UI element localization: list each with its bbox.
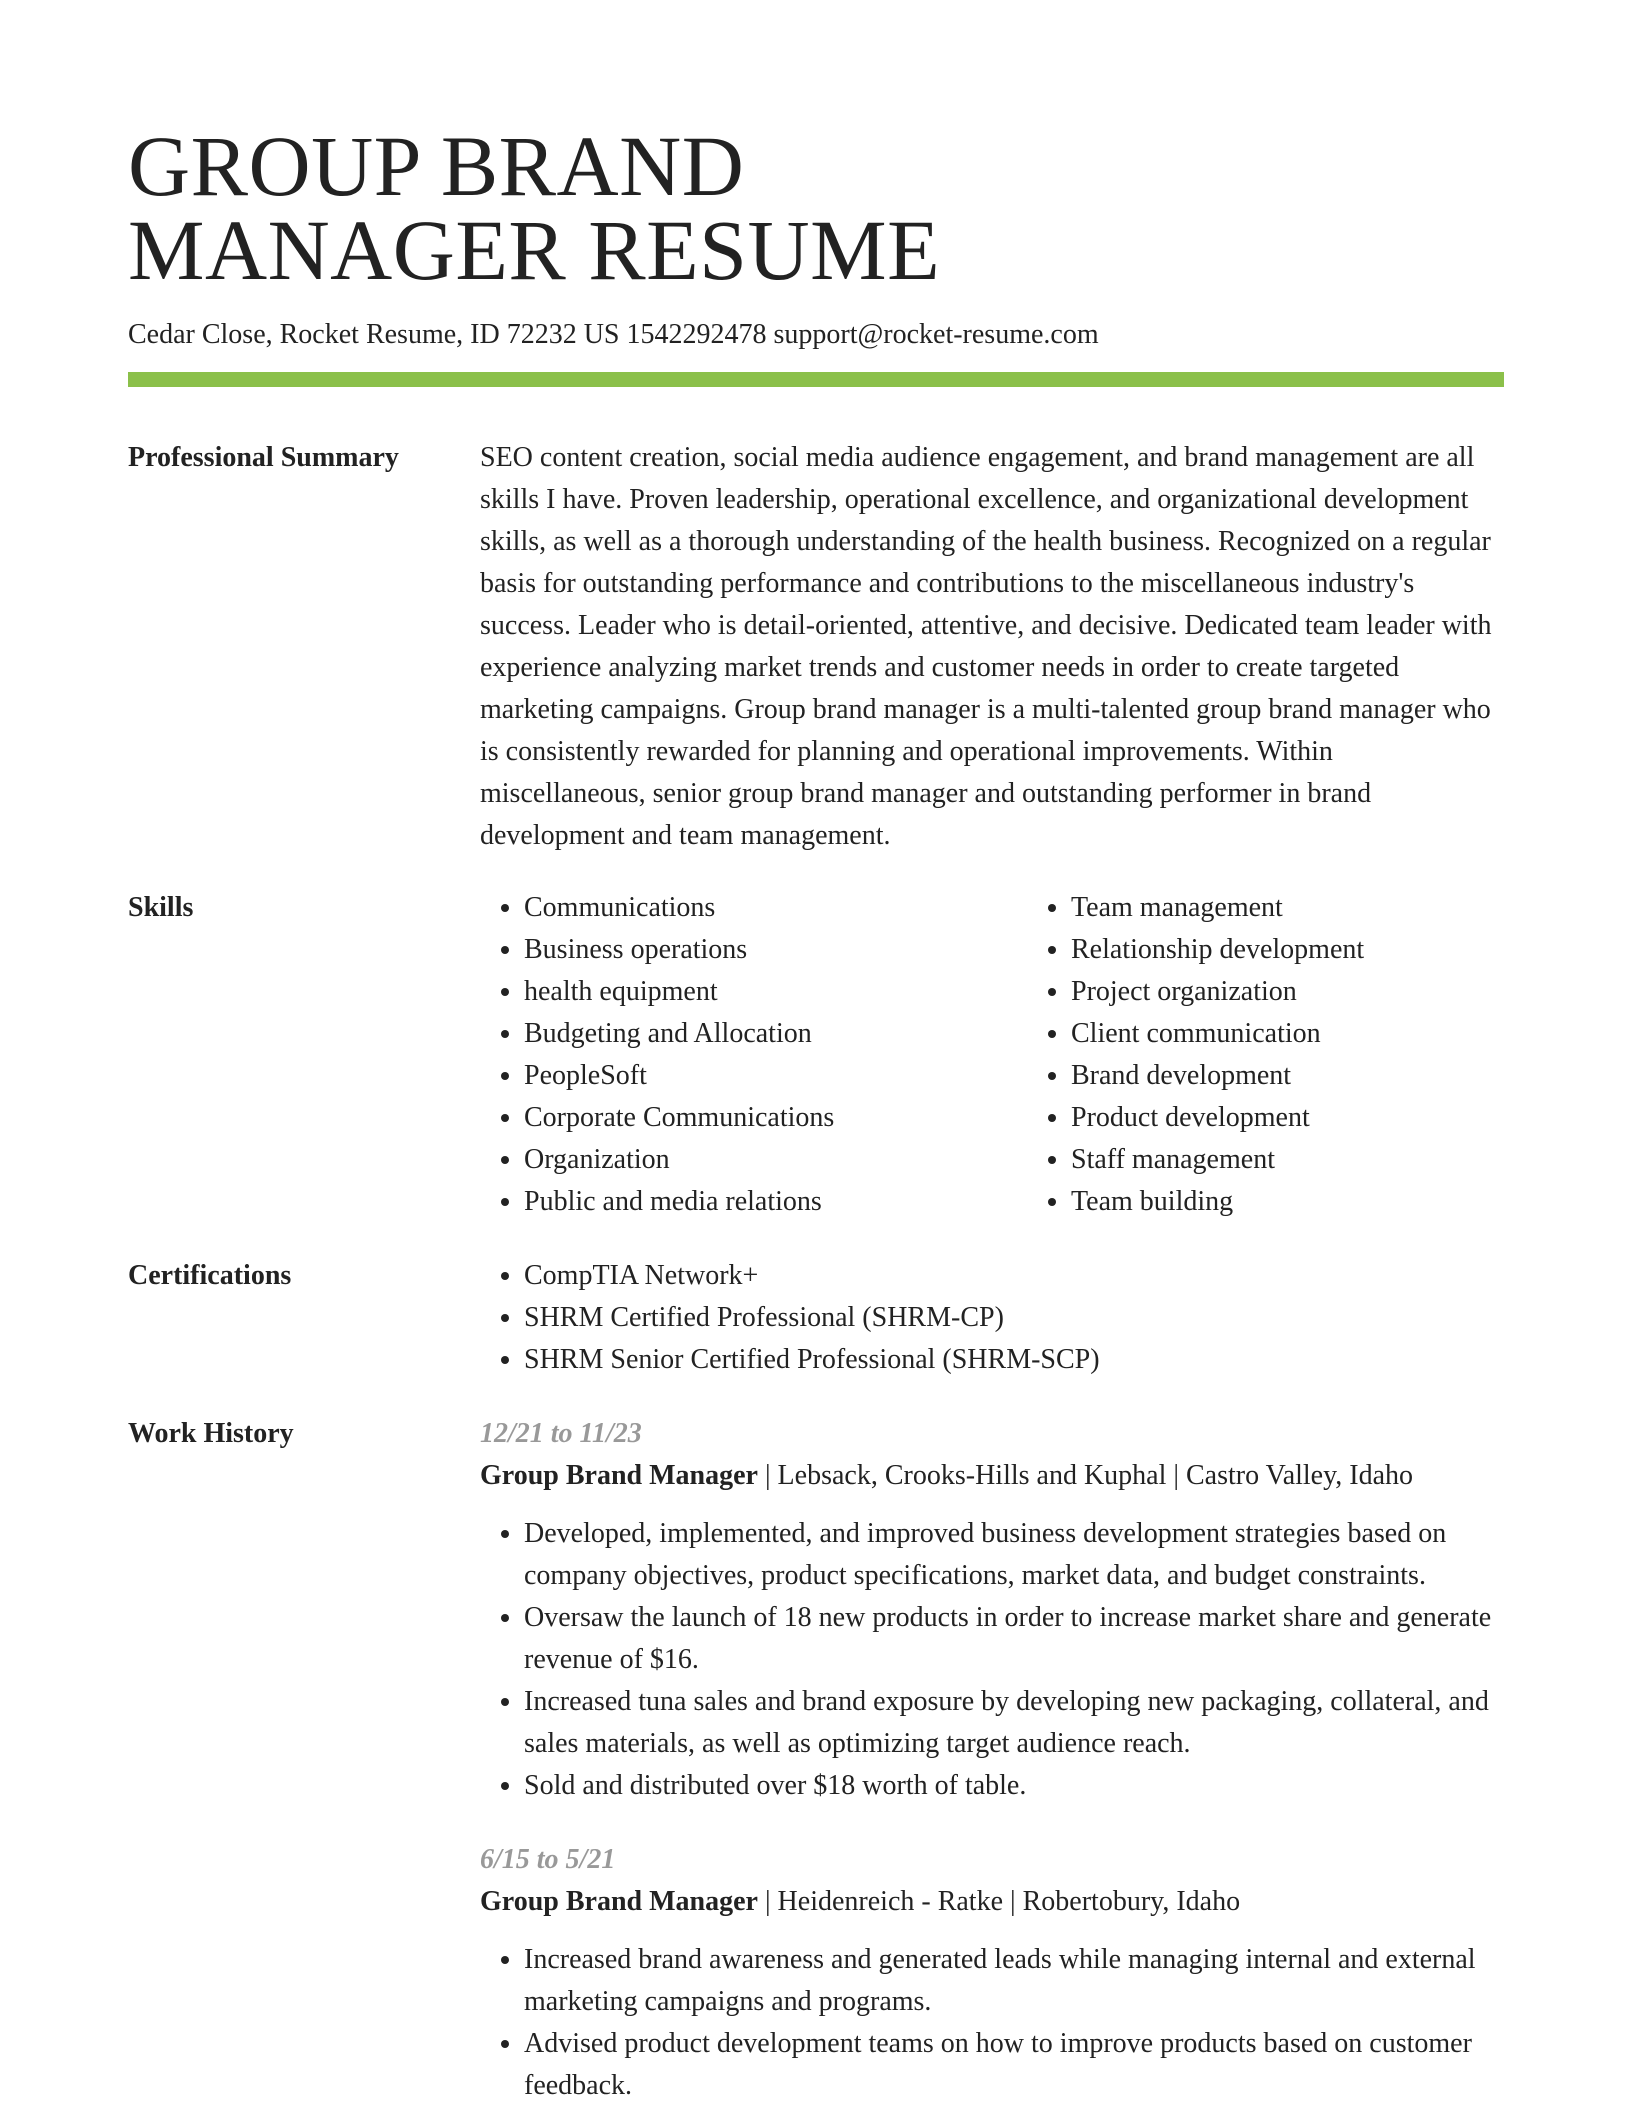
skills-list-left bbox=[480, 887, 1027, 1223]
skill-item: • Project organization bbox=[1071, 971, 1574, 1013]
certifications-list bbox=[480, 1255, 1504, 1381]
job-details: | Heidenreich - Ratke | Robertobury, Idaho bbox=[757, 1886, 1241, 1917]
accent-divider bbox=[128, 372, 1504, 387]
skill-item: • Business operations bbox=[524, 929, 1027, 971]
job-entry bbox=[480, 1413, 1504, 1807]
section-body bbox=[480, 1255, 1504, 1381]
job-heading bbox=[480, 1455, 1504, 1497]
skill-item: • Communications bbox=[524, 887, 1027, 929]
skill-item: • Corporate Communications bbox=[524, 1097, 1027, 1139]
job-bullet-list bbox=[480, 1513, 1504, 1807]
job-bullet: • Advised product development teams on how to improve products based on customer feedback. bbox=[524, 2023, 1504, 2107]
certification-item: • CompTIA Network+ bbox=[524, 1255, 1504, 1297]
section-body bbox=[480, 1413, 1504, 2107]
job-bullet: • Increased brand awareness and generated leads while managing internal and external marketing campaigns and programs. bbox=[524, 1939, 1504, 2023]
skills-columns bbox=[480, 887, 1574, 1223]
job-bullet: • Increased tuna sales and brand exposure by developing new packaging, collateral, and sales materials, as well as optimizing target audience reach. bbox=[524, 1681, 1504, 1765]
skill-item: • Budgeting and Allocation bbox=[524, 1013, 1027, 1055]
skill-item: • Organization bbox=[524, 1139, 1027, 1181]
certification-item: • SHRM Senior Certified Professional (SHRM-SCP) bbox=[524, 1339, 1504, 1381]
section-label: Work History bbox=[128, 1418, 294, 1449]
title-line-1: GROUP BRAND bbox=[128, 118, 745, 214]
skill-item: • PeopleSoft bbox=[524, 1055, 1027, 1097]
skill-item: • Brand development bbox=[1071, 1055, 1574, 1097]
skills-list-right bbox=[1027, 887, 1574, 1223]
contact-info: Cedar Close, Rocket Resume, ID 72232 US 1542292478 support@rocket-resume.com bbox=[128, 319, 1099, 350]
job-bullet: • Oversaw the launch of 18 new products in order to increase market share and generate revenue of $16. bbox=[524, 1597, 1504, 1681]
section-skills bbox=[128, 887, 1504, 1223]
job-bullet: • Developed, implemented, and improved business development strategies based on company objectives, product specifications, market data, and budget constraints. bbox=[524, 1513, 1504, 1597]
job-bullet: • Sold and distributed over $18 worth of table. bbox=[524, 1765, 1504, 1807]
job-dates: 6/15 to 5/21 bbox=[480, 1844, 616, 1875]
section-certifications bbox=[128, 1255, 1504, 1381]
section-label: Skills bbox=[128, 892, 194, 923]
job-heading bbox=[480, 1881, 1504, 1923]
section-label: Professional Summary bbox=[128, 442, 399, 473]
skill-item: • Team management bbox=[1071, 887, 1574, 929]
job-title: Group Brand Manager bbox=[480, 1886, 758, 1917]
job-dates: 12/21 to 11/23 bbox=[480, 1418, 642, 1449]
title-line-2: MANAGER RESUME bbox=[128, 202, 941, 298]
resume-page bbox=[128, 118, 1504, 2107]
skill-item: • Public and media relations bbox=[524, 1181, 1027, 1223]
section-body bbox=[480, 437, 1504, 857]
section-label: Certifications bbox=[128, 1260, 292, 1291]
skill-item: • Product development bbox=[1071, 1097, 1574, 1139]
job-title: Group Brand Manager bbox=[480, 1460, 758, 1491]
skill-item: • health equipment bbox=[524, 971, 1027, 1013]
certification-item: • SHRM Certified Professional (SHRM-CP) bbox=[524, 1297, 1504, 1339]
job-entry bbox=[480, 1839, 1504, 2107]
skill-item: • Team building bbox=[1071, 1181, 1574, 1223]
skill-item: • Staff management bbox=[1071, 1139, 1574, 1181]
skill-item: • Relationship development bbox=[1071, 929, 1574, 971]
job-bullet-list bbox=[480, 1939, 1504, 2107]
skill-item: • Client communication bbox=[1071, 1013, 1574, 1055]
section-work-history bbox=[128, 1413, 1504, 2107]
section-professional-summary bbox=[128, 437, 1504, 857]
resume-title bbox=[128, 118, 1504, 298]
job-details: | Lebsack, Crooks-Hills and Kuphal | Castro Valley, Idaho bbox=[757, 1460, 1414, 1491]
summary-text: SEO content creation, social media audience engagement, and brand management are all skills I have. Proven leadership, operational excellence, and organizational development skills, as well as a thorough understanding of the health business. Recognized on a regular basis for outstanding performance and contributions to the miscellaneous industry's success. Leader who is detail-oriented, attentive, and decisive. Dedicated team leader with experience analyzing market trends and customer needs in order to create targeted marketing campaigns. Group brand manager is a multi-talented group brand manager who is consistently rewarded for planning and operational improvements. Within miscellaneous, senior group brand manager and outstanding performer in brand development and team management. bbox=[480, 442, 1492, 851]
